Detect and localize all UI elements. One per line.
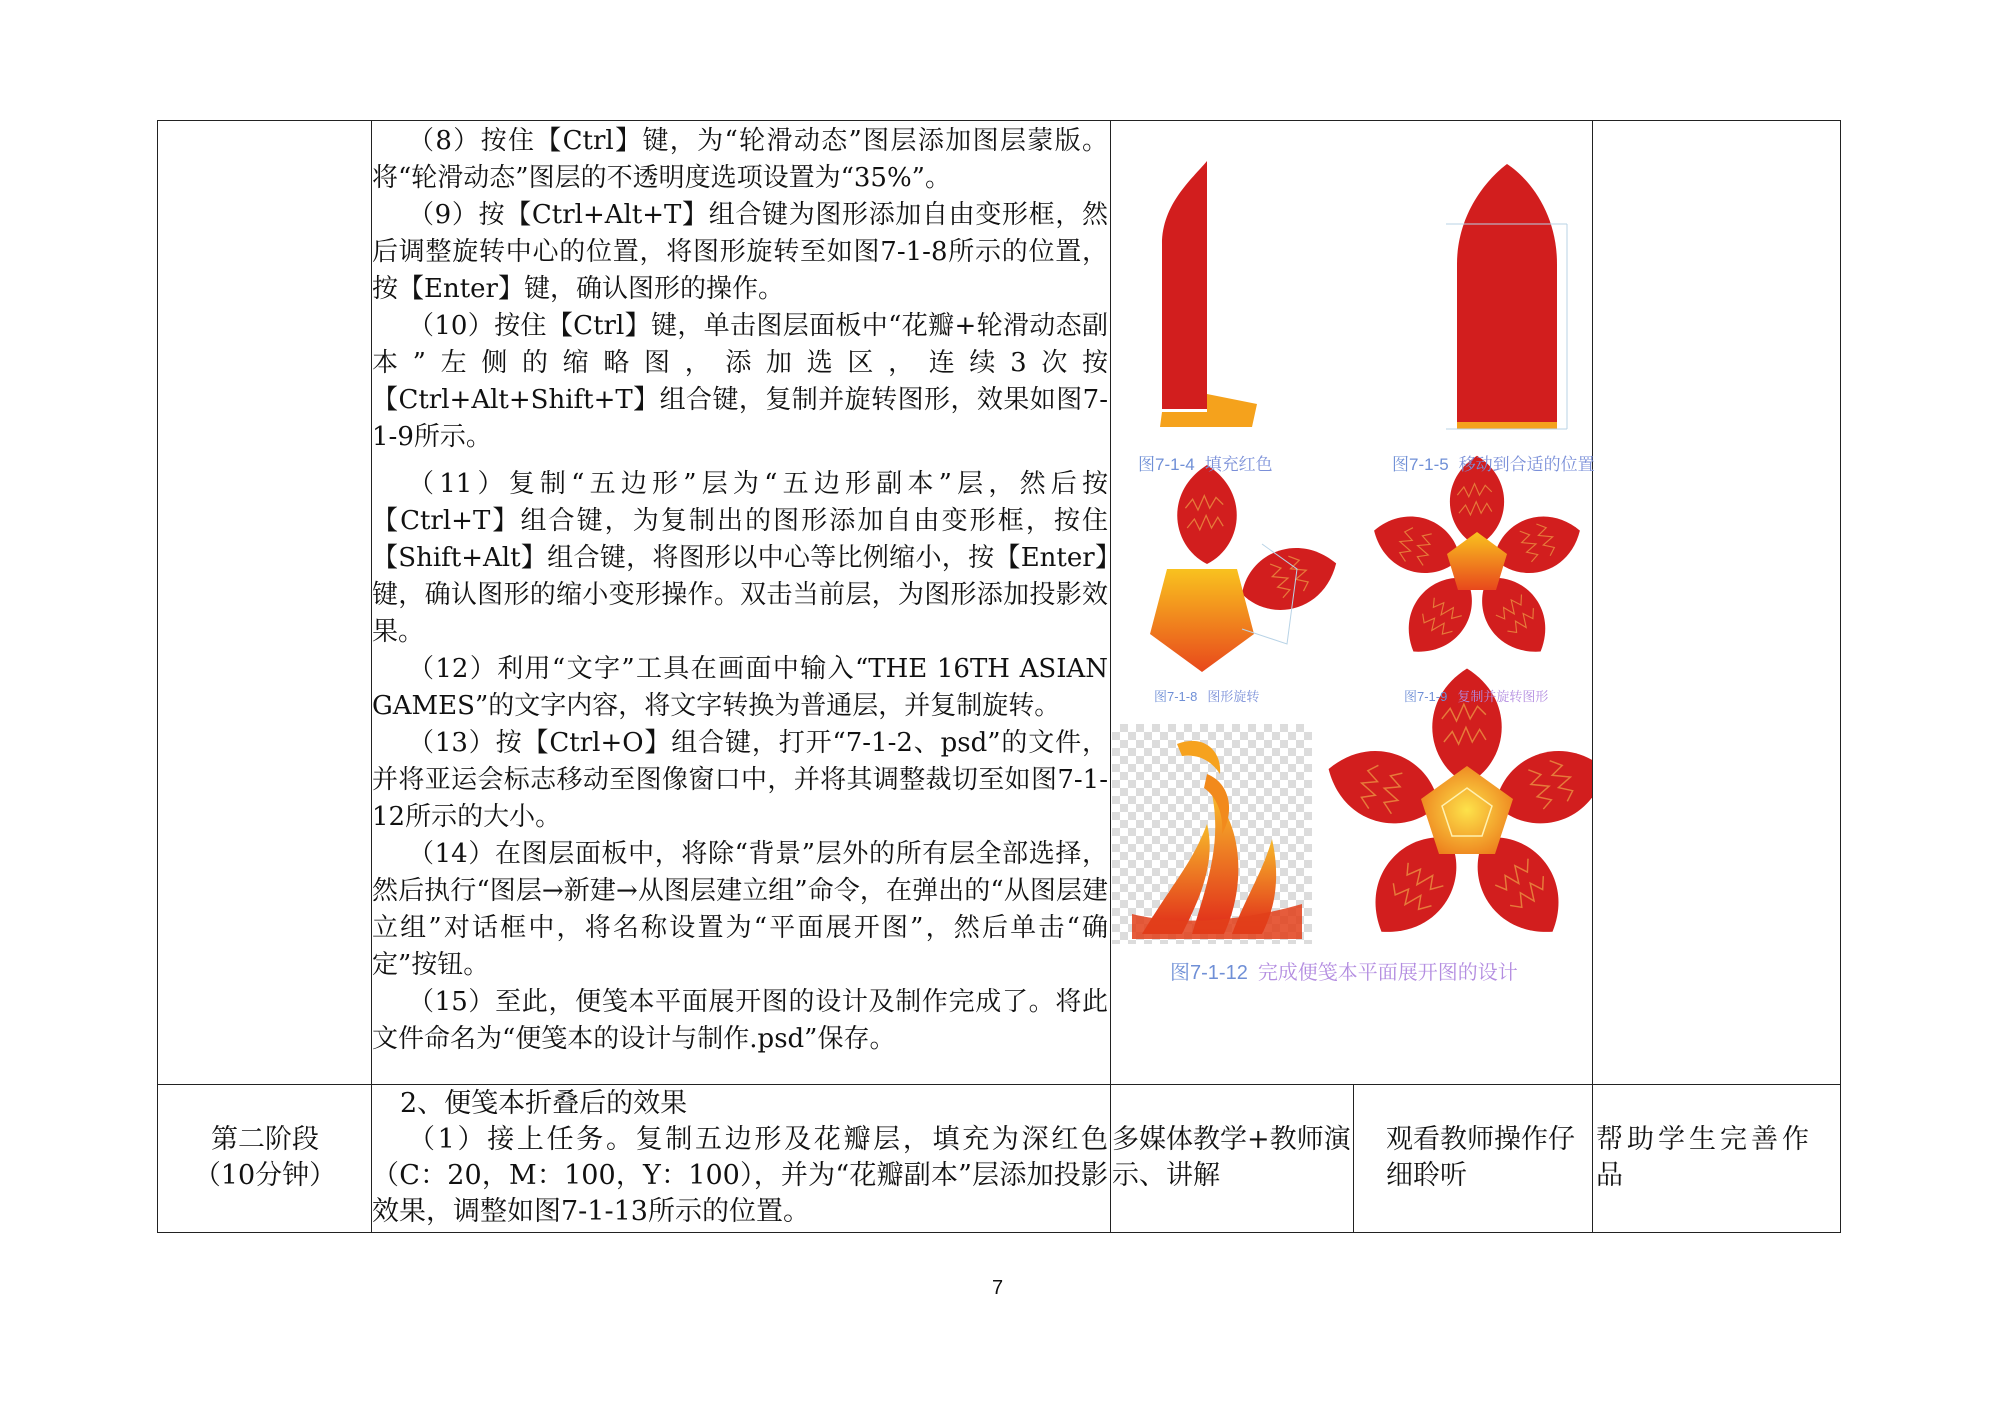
purpose: 帮助学生完善作品 <box>1596 1124 1813 1191</box>
step-12: （12）利用“文字”工具在画面中输入“THE 16TH ASIAN GAMES”的文字内容，将文字转换为普通层，并复制旋转。 <box>372 654 1108 721</box>
figures-illustration <box>1112 124 1592 1084</box>
stage2-step1: （1）接上任务。复制五边形及花瓣层，填充为深红色（C：20，M：100，Y：100），并为“花瓣副本”层添加投影效果，调整如图7-1-13所示的位置。 <box>372 1124 1108 1227</box>
figure-7-1-4-image <box>1160 161 1257 427</box>
figures-panel <box>1112 124 1595 1084</box>
stage2-heading: 2、便笺本折叠后的效果 <box>400 1088 688 1119</box>
steps-text <box>372 123 1108 1058</box>
page-number: 7 <box>991 1277 1004 1299</box>
figure-7-1-5-image <box>1446 164 1567 429</box>
caption-7-1-5: 图7-1-5 移动到合适的位置 <box>1392 455 1595 474</box>
col-divider-3 <box>1353 1085 1354 1233</box>
stage-name: 第二阶段 <box>211 1124 319 1155</box>
student-activity: 观看教师操作仔细聆听 <box>1386 1124 1575 1191</box>
figure-7-1-8-image <box>1150 465 1345 672</box>
caption-7-1-8: 图7-1-8 图形旋转 <box>1154 689 1260 704</box>
figure-7-1-9-image <box>1366 456 1589 668</box>
stage-duration: （10分钟） <box>193 1160 337 1191</box>
asian-games-logo-image <box>1112 724 1312 944</box>
step-14: （14）在图层面板中，将除“背景”层外的所有层全部选择，然后执行“图层→新建→从图层建立组”命令，在弹出的“从图层建立组”对话框中，将名称设置为“平面展开图”，然后单击“确定”按钮。 <box>372 839 1108 980</box>
step-10: （10）按住【Ctrl】键，单击图层面板中“花瓣+轮滑动态副本”左侧的缩略图，添加选区，连续3次按【Ctrl+Alt+Shift+T】组合键，复制并旋转图形，效果如图7-1-9所示。 <box>372 311 1108 452</box>
teacher-method: 多媒体教学+教师演示、讲解 <box>1112 1124 1351 1191</box>
step-11: （11）复制“五边形”层为“五边形副本”层，然后按【Ctrl+T】组合键，为复制出的图形添加自由变形框，按住【Shift+Alt】组合键，将图形以中心等比例缩小，按【Enter】键，确认图形的缩小变形操作。双击当前层，为图形添加投影效果。 <box>372 469 1108 647</box>
caption-7-1-12: 图7-1-12 完成便笺本平面展开图的设计 <box>1170 962 1518 984</box>
stage2-content <box>372 1086 1108 1230</box>
stage-cell <box>160 1122 370 1194</box>
step-15: （15）至此，便笺本平面展开图的设计及制作完成了。将此文件命名为“便笺本的设计与制作.psd”保存。 <box>372 987 1108 1054</box>
step-8: （8）按住【Ctrl】键，为“轮滑动态”图层添加图层蒙版。将“轮滑动态”图层的不透明度选项设置为“35%”。 <box>372 126 1108 193</box>
caption-7-1-4: 图7-1-4 填充红色 <box>1138 455 1273 474</box>
step-9: （9）按【Ctrl+Alt+T】组合键为图形添加自由变形框，然后调整旋转中心的位置，将图形旋转至如图7-1-8所示的位置，按【Enter】键，确认图形的操作。 <box>372 200 1108 304</box>
row-divider <box>157 1084 1841 1085</box>
col-divider-2 <box>1110 120 1111 1233</box>
col-divider-4 <box>1592 120 1593 1233</box>
caption-7-1-9: 图7-1-9 复制并旋转图形 <box>1404 689 1549 704</box>
figure-7-1-12-image <box>1318 669 1592 953</box>
step-13: （13）按【Ctrl+O】组合键，打开“7-1-2、psd”的文件，并将亚运会标志移动至图像窗口中，并将其调整裁切至如图7-1-12所示的大小。 <box>372 728 1108 832</box>
